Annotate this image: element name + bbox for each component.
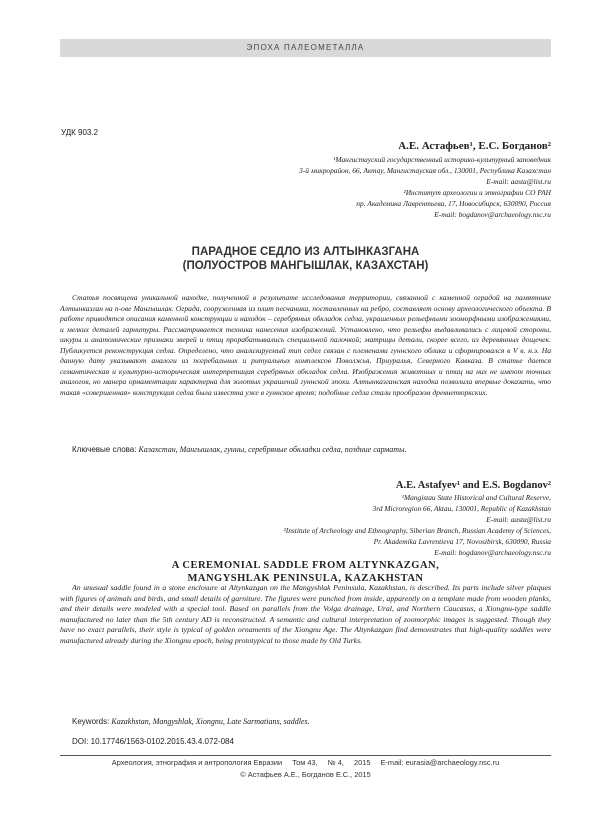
title-ru — [60, 245, 551, 273]
abstract-en: An unusual saddle found in a stone enclosure at Altynkazgan on the Mangyshlak Peninsula, Kazakhstan, is described. Its parts include silver plaques with figures of animals and birds, and small details of garniture. The figures were punched from inside, apparently on a template made from wooden planks, and their details were modeled with a special tool. Based on parallels from the Volga drainage, Ural, and Northern Caucasus, a Xiongnu-type saddle manufactured no later than the 5th century AD is reconstructed. A semantic and cultural interpretation of zoomorphic images is suggested. Though they have no exact parallels, their style is typical of golden ornaments of the Xiongnu Age. The Altynkazgan find demonstrates that high-quality saddles were manufactured already during the Xiongnu epoch, being prototypical to those made by Old Turks. — [60, 583, 551, 645]
affiliations-en — [284, 493, 551, 558]
keywords-label: Keywords: — [72, 717, 110, 726]
issue: № 4, — [327, 758, 344, 767]
affiliation-email: E-mail: aasta@list.ru — [486, 176, 551, 186]
volume: Том 43, — [292, 758, 318, 767]
affiliation-email: E-mail: bogdanov@archaeology.nsc.ru — [434, 547, 551, 557]
affiliation-line: ²Institute of Archeology and Ethnography, Siberian Branch, Russian Academy of Sciences, — [283, 525, 551, 535]
affiliations-ru — [299, 155, 551, 220]
affiliation-line: ¹Mangistau State Historical and Cultural Reserve, — [401, 493, 551, 502]
abstract-ru: Статья посвящена уникальной находке, полученной в результате исследования территории, связанной с каменной оградой на памятнике Алтынказган на п-ове Мангышлак. Ограда, сооруженная из плит песчаника, поставленных на ребро, составляет основу археологического объекта. В работе приводятся описания каменной конструкции и находок – серебряных обкладок седла, украшенных рельефными зооморфными изображениями, и мелких деталей гарнитуры. Рассматривается техника нанесения изображений. Установлено, что рельефы выдавливались с лицевой стороны, шкуры и анатомические признаки зверей и птиц прорабатывались специальной палочкой; матрицы детали, скорее всего, из деревянных дощечек. Публикуется реконструкция седла. Определено, что анализируемый тип седел связан с племенами гуннского облика и сформировался в V в. н.э. На данную дату указывают аналоги из погребальных и ритуальных комплексов Поволжья, Приуралья, Северного Кавказа. В статье дается семантическая и культурно-историческая интерпретация серебряных обкладок седла. Изображения животных и птиц на них не имеют точных аналогов, но манера орнаментации характерна для золотых украшений гуннской эпохи. Алтынказганская находка позволила впервые доказать, что такая «совершенная» конструкция седла была известна уже в гуннское время; подобные седла стали прообразом древнетюркских. — [60, 293, 551, 397]
authors-ru: А.Е. Астафьев¹, Е.С. Богданов² — [398, 140, 551, 152]
affiliation-line: Pr. Akademika Lavrentieva 17, Novosibirsk, 630090, Russia — [373, 536, 551, 546]
keywords-en — [72, 717, 310, 726]
footer-journal-line — [60, 758, 551, 767]
title-ru-line2: (ПОЛУОСТРОВ МАНГЫШЛАК, КАЗАХСТАН) — [182, 260, 429, 272]
keywords-ru — [72, 445, 406, 454]
journal-name: Археология, этнография и антропология Евразии — [111, 758, 283, 767]
title-en-line2: MANGYSHLAK PENINSULA, KAZAKHSTAN — [187, 572, 424, 584]
copyright: © Астафьев А.Е., Богданов Е.С., 2015 — [240, 770, 371, 779]
journal-email: E-mail: eurasia@archaeology.nsc.ru — [380, 758, 500, 767]
keywords-value: Kazakhstan, Mangyshlak, Xiongnu, Late Sarmatians, saddles. — [111, 717, 310, 726]
year: 2015 — [354, 758, 371, 767]
footer-divider — [60, 755, 551, 756]
affiliation-line: пр. Академика Лаврентьева, 17, Новосибирск, 630090, Россия — [356, 198, 551, 208]
udk-code: УДК 903.2 — [61, 128, 99, 137]
title-ru-line1: ПАРАДНОЕ СЕДЛО ИЗ АЛТЫНКАЗГАНА — [191, 246, 420, 258]
running-header: ЭПОХА ПАЛЕОМЕТАЛЛА — [60, 39, 551, 57]
title-en — [60, 560, 551, 585]
authors-en: A.E. Astafyev¹ and E.S. Bogdanov² — [395, 480, 551, 491]
affiliation-email: E-mail: bogdanov@archaeology.nsc.ru — [434, 209, 551, 219]
affiliation-line: 3rd Microregion 66, Aktau, 130001, Republic of Kazakhstan — [372, 503, 551, 513]
keywords-value: Казахстан, Мангышлак, гунны, серебряные обкладки седла, поздние сарматы. — [138, 445, 407, 454]
affiliation-line: ¹Мангистауский государственный историко-культурный заповедник — [333, 155, 551, 164]
title-en-line1: A CEREMONIAL SADDLE FROM ALTYNKAZGAN, — [171, 560, 440, 571]
affiliation-line: 3-й микрорайон, 66, Актау, Мангистауская обл., 130001, Республика Казахстан — [299, 165, 551, 175]
affiliation-line: ²Институт археологии и этнографии СО РАН — [403, 187, 551, 197]
affiliation-email: E-mail: aasta@list.ru — [486, 514, 551, 524]
doi: DOI: 10.17746/1563-0102.2015.43.4.072-084 — [72, 737, 234, 746]
keywords-label: Ключевые слова: — [72, 445, 137, 454]
